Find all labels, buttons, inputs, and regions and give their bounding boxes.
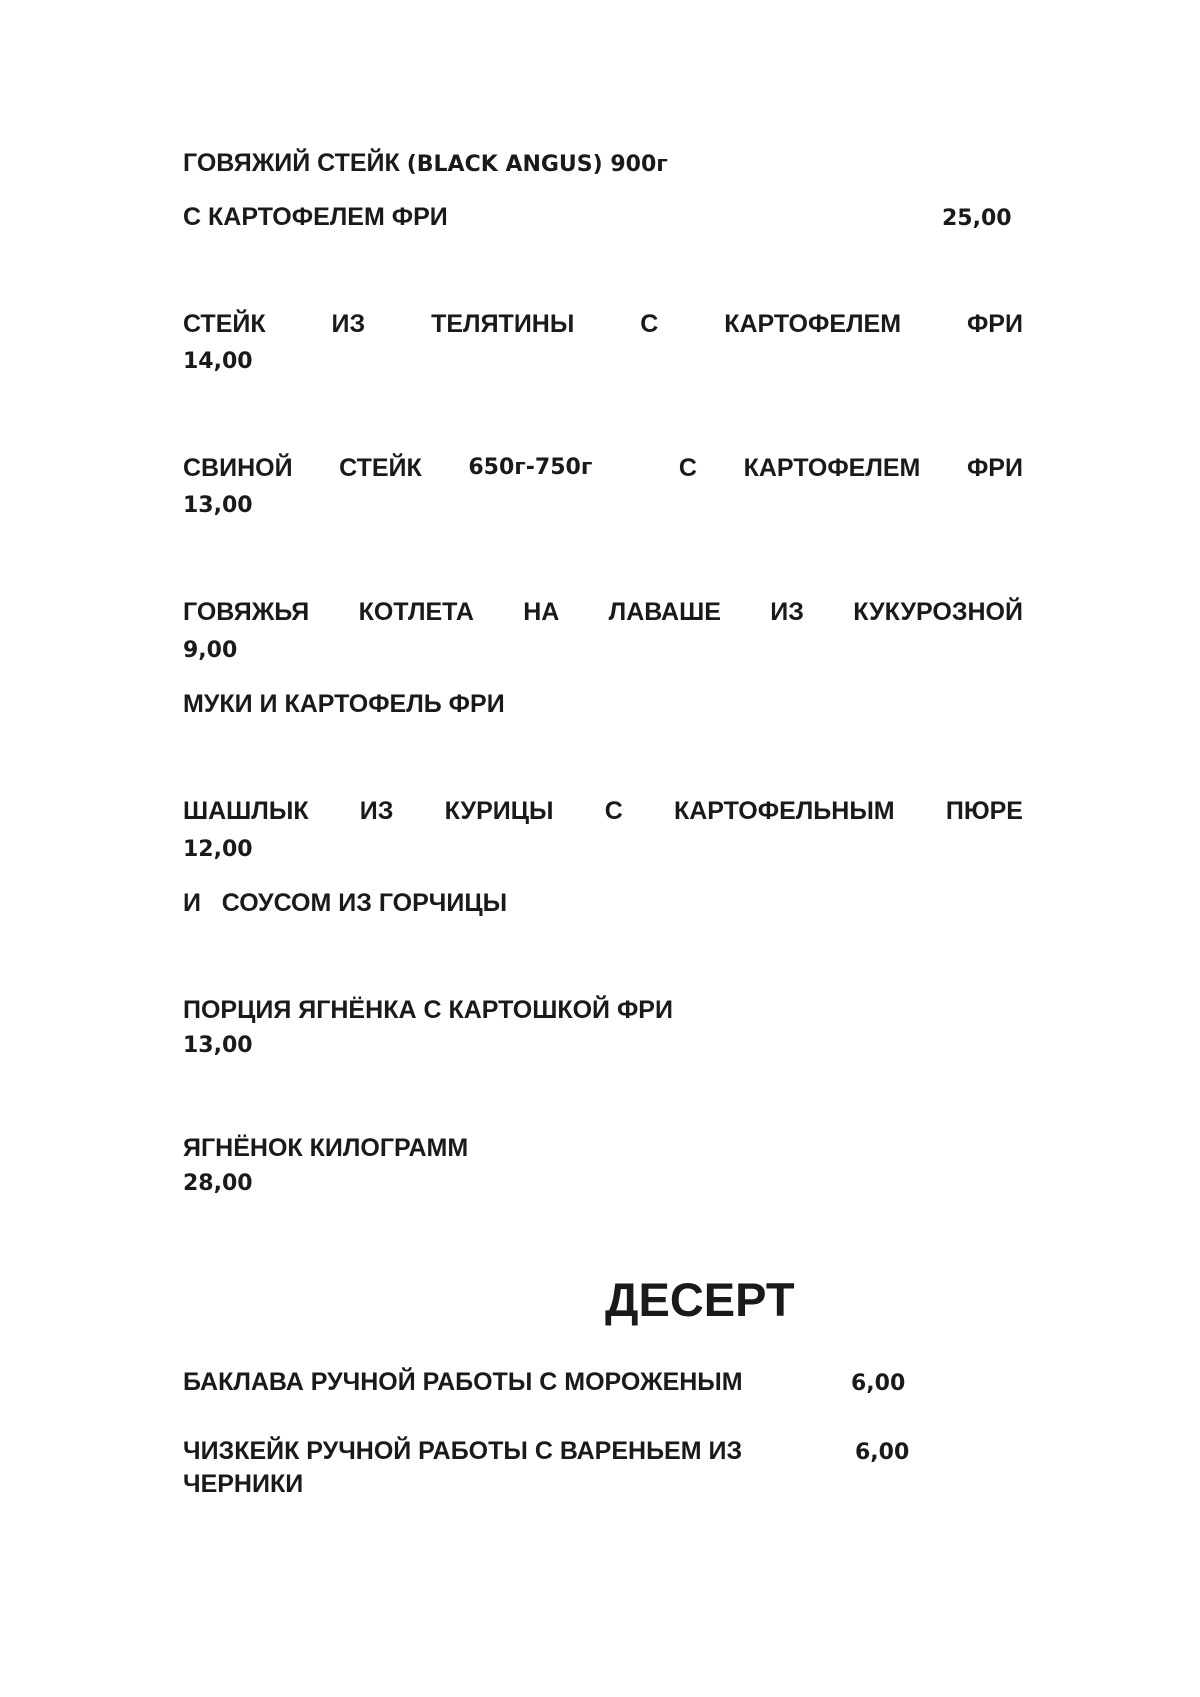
menu-item-veal-steak-word: ИЗ — [331, 310, 366, 338]
dessert-item-cheesecake-price: 6,00 — [855, 1440, 910, 1465]
menu-item-veal-steak-word: С — [640, 310, 659, 338]
menu-item-beef-steak-line2: С КАРТОФЕЛЕМ ФРИ — [183, 203, 448, 231]
menu-item-chicken-shashlik-word: КУРИЦЫ — [444, 797, 554, 825]
menu-item-chicken-shashlik-word: ИЗ — [359, 797, 394, 825]
menu-item-beef-cutlet-price: 9,00 — [183, 638, 238, 663]
menu-item-beef-cutlet-word: КУКУРОЗНОЙ — [853, 598, 1023, 626]
menu-item-beef-steak-name-main: ГОВЯЖИЙ СТЕЙК — [183, 149, 407, 177]
menu-item-beef-steak-name — [183, 148, 668, 180]
menu-item-chicken-shashlik-word: КАРТОФЕЛЬНЫМ — [673, 797, 895, 825]
menu-item-beef-cutlet-name — [183, 597, 1023, 627]
dessert-item-cheesecake-name-line2: ЧЕРНИКИ — [183, 1470, 304, 1498]
menu-item-chicken-shashlik-line3: И СОУСОМ ИЗ ГОРЧИЦЫ — [183, 889, 508, 917]
menu-item-veal-steak-word: КАРТОФЕЛЕМ — [724, 310, 902, 338]
menu-item-veal-steak-word: ФРИ — [966, 310, 1023, 338]
menu-item-lamb-portion-price: 13,00 — [183, 1033, 253, 1058]
menu-item-veal-steak-name — [183, 309, 1023, 339]
menu-item-pork-steak-word: СТЕЙК — [339, 454, 422, 482]
menu-item-beef-cutlet-word: ИЗ — [770, 598, 804, 626]
dessert-heading: ДЕСЕРТ — [605, 1273, 795, 1326]
menu-item-beef-cutlet-word: КОТЛЕТА — [358, 598, 474, 626]
menu-item-veal-steak-word: СТЕЙК — [183, 310, 266, 338]
menu-item-veal-steak-word: ТЕЛЯТИНЫ — [431, 310, 575, 338]
menu-item-beef-cutlet-word: ГОВЯЖЬЯ — [183, 598, 310, 626]
dessert-item-baklava-name: БАКЛАВА РУЧНОЙ РАБОТЫ С МОРОЖЕНЫМ — [183, 1368, 743, 1396]
menu-item-beef-cutlet-word: ЛАВАШЕ — [608, 598, 721, 626]
menu-item-veal-steak-price: 14,00 — [183, 349, 253, 374]
menu-item-chicken-shashlik-price: 12,00 — [183, 837, 253, 862]
menu-item-beef-cutlet-word: НА — [523, 598, 560, 626]
menu-item-lamb-portion-name: ПОРЦИЯ ЯГНЁНКА С КАРТОШКОЙ ФРИ — [183, 996, 673, 1024]
menu-item-pork-steak-word: КАРТОФЕЛЕМ — [743, 454, 921, 482]
menu-item-lamb-kilogram-name: ЯГНЁНОК КИЛОГРАММ — [183, 1134, 469, 1162]
menu-item-pork-steak-weight: 650г-750г — [468, 455, 593, 480]
menu-item-chicken-shashlik-word: ПЮРЕ — [945, 797, 1023, 825]
menu-item-beef-cutlet-line3: МУКИ И КАРТОФЕЛЬ ФРИ — [183, 690, 505, 718]
menu-item-chicken-shashlik-name — [183, 796, 1023, 826]
menu-item-pork-steak-word: ФРИ — [966, 454, 1023, 482]
dessert-item-baklava-price: 6,00 — [851, 1371, 906, 1396]
menu-item-pork-steak-name — [183, 453, 1023, 483]
menu-item-beef-steak-price: 25,00 — [942, 206, 1012, 231]
menu-item-lamb-kilogram-price: 28,00 — [183, 1171, 253, 1196]
menu-item-beef-steak-name-extra: (BLACK ANGUS) 900г — [406, 152, 668, 177]
menu-item-pork-steak-word: СВИНОЙ — [183, 454, 293, 482]
menu-item-chicken-shashlik-word: ШАШЛЫК — [183, 797, 309, 825]
menu-item-chicken-shashlik-word: С — [604, 797, 623, 825]
dessert-item-cheesecake-name: ЧИЗКЕЙК РУЧНОЙ РАБОТЫ С ВАРЕНЬЕМ ИЗ — [183, 1437, 743, 1465]
menu-item-pork-steak-word: С — [678, 454, 697, 482]
menu-item-pork-steak-price: 13,00 — [183, 493, 253, 518]
